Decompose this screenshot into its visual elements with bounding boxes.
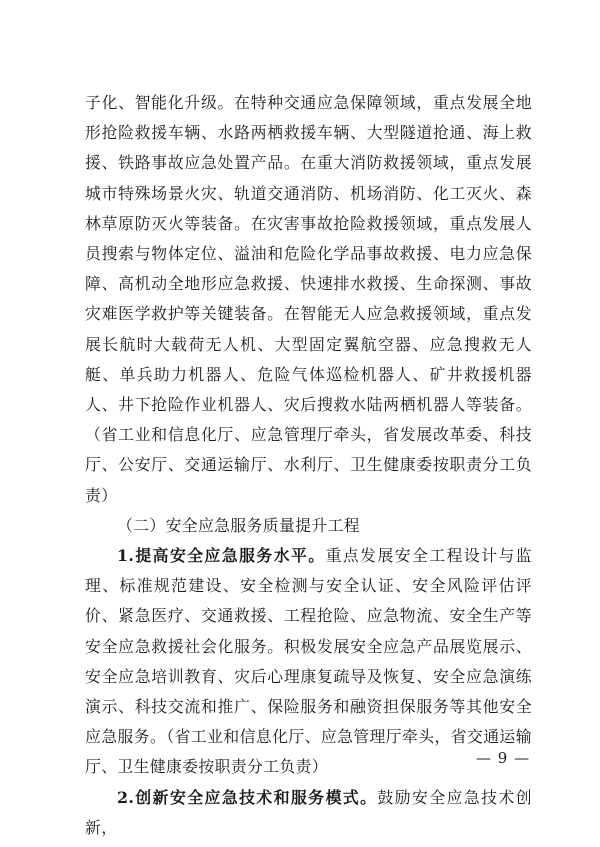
section-heading-service-quality: （二）安全应急服务质量提升工程: [117, 515, 360, 535]
body-paragraph-service-level: [85, 541, 532, 783]
page-number: — 9 —: [476, 749, 531, 767]
body-paragraph-innovation: [85, 783, 532, 843]
item-heading-innovation: 2.创新安全应急技术和服务模式。: [117, 787, 378, 807]
item-text-innovation: 鼓励安全应急技术创新，: [85, 787, 532, 837]
item-heading-service-level: 1.提高安全应急服务水平。: [117, 546, 326, 566]
body-paragraph-equipment: 子化、智能化升级。在特种交通应急保障领域，重点发展全地形抢险救援车辆、水路两栖救援车辆、大型隧道抢通、海上救援、铁路事故应急处置产品。在重大消防救援领域，重点发展城市特殊场景火灾、轨道交通消防、机场消防、化工灭火、森林草原防灭火等装备。在灾害事故抢险救援领域，重点发展人员搜索与物体定位、溢油和危险化学品事故救援、电力应急保障、高机动全地形应急救援、快速排水救援、生命探测、事故灾难医学救护等关键装备。在智能无人应急救援领域，重点发展长航时大载荷无人机、大型固定翼航空器、应急搜救无人艇、单兵助力机器人、危险气体巡检机器人、矿井救援机器人、井下抢险作业机器人、灾后搜救水陆两栖机器人等装备。（省工业和信息化厅、应急管理厅牵头，省发展改革委、科技厅、公安厅、交通运输厅、水利厅、卫生健康委按职责分工负责）: [85, 93, 532, 505]
document-body: [85, 88, 532, 843]
item-text-service-level: 重点发展安全工程设计与监理、标准规范建设、安全检测与安全认证、安全风险评估评价、紧急医疗、交通救援、工程抢险、应急物流、安全生产等安全应急救援社会化服务。积极发展安全应急产品展览展示、安全应急培训教育、灾后心理康复疏导及恢复、安全应急演练演示、科技交流和推广、保险服务和融资担保服务等其他安全应急服务。（省工业和信息化厅、应急管理厅牵头，省交通运输厅、卫生健康委按职责分工负责）: [85, 546, 532, 777]
